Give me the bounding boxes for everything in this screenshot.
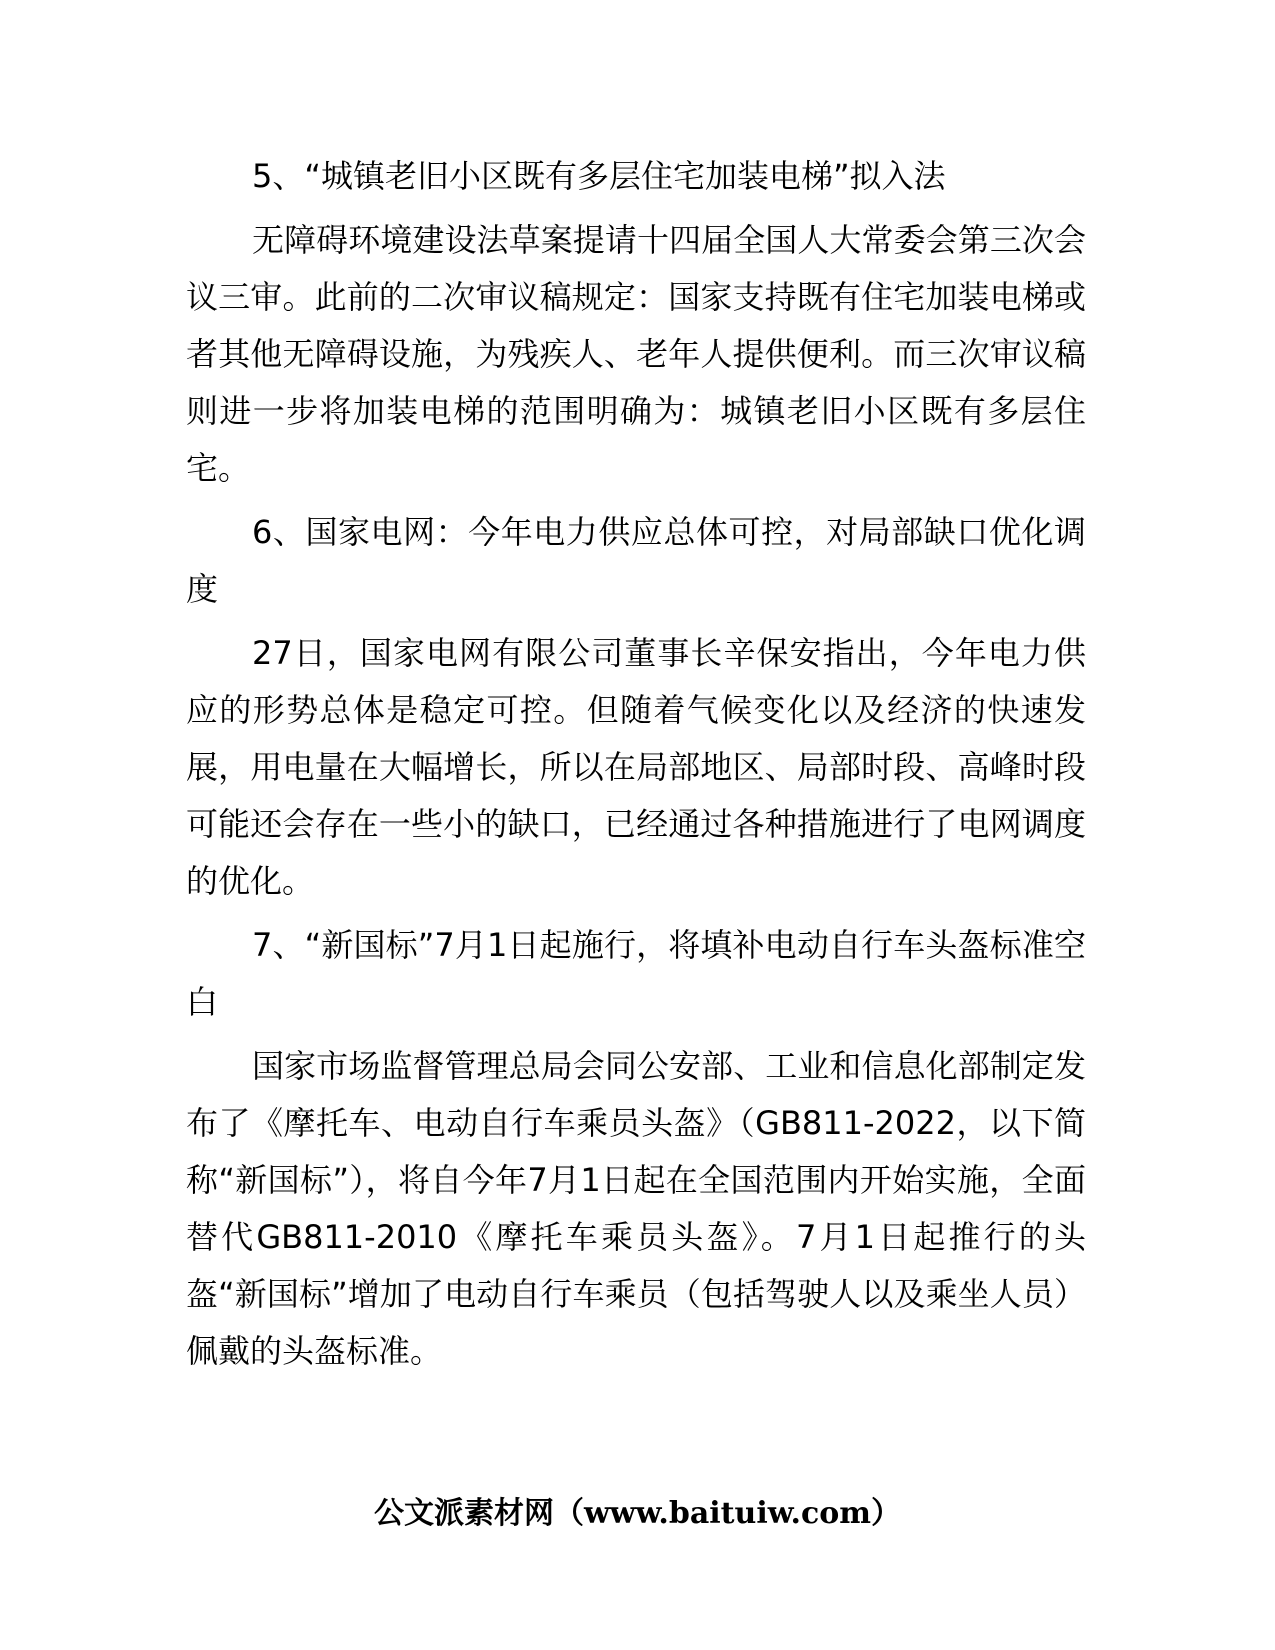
paragraph-item-6: 27日，国家电网有限公司董事长辛保安指出，今年电力供应的形势总体是稳定可控。但随着气候变化以及经济的快速发展，用电量在大幅增长，所以在局部地区、局部时段、高峰时段可能还会存在一些小的缺口，已经通过各种措施进行了电网调度的优化。	[186, 634, 1086, 900]
page-footer: 公文派素材网（www.baituiw.com）	[373, 1496, 902, 1531]
paragraph-item-7: 国家市场监督管理总局会同公安部、工业和信息化部制定发布了《摩托车、电动自行车乘员头盔》（GB811-2022，以下简称“新国标”），将自今年7月1日起在全国范围内开始实施，全面替代GB811-2010《摩托车乘员头盔》。7月1日起推行的头盔“新国标”增加了电动自行车乘员（包括驾驶人以及乘坐人员）佩戴的头盔标准。	[186, 1047, 1086, 1370]
heading-item-6: 6、国家电网：今年电力供应总体可控，对局部缺口优化调度	[186, 513, 1086, 608]
heading-item-5: 5、“城镇老旧小区既有多层住宅加装电梯”拟入法	[252, 157, 946, 195]
heading-item-7: 7、“新国标”7月1日起施行，将填补电动自行车头盔标准空白	[186, 926, 1086, 1021]
document-body	[186, 148, 1086, 1380]
paragraph-item-5: 无障碍环境建设法草案提请十四届全国人大常委会第三次会议三审。此前的二次审议稿规定：国家支持既有住宅加装电梯或者其他无障碍设施，为残疾人、老年人提供便利。而三次审议稿则进一步将加装电梯的范围明确为：城镇老旧小区既有多层住宅。	[186, 221, 1086, 487]
